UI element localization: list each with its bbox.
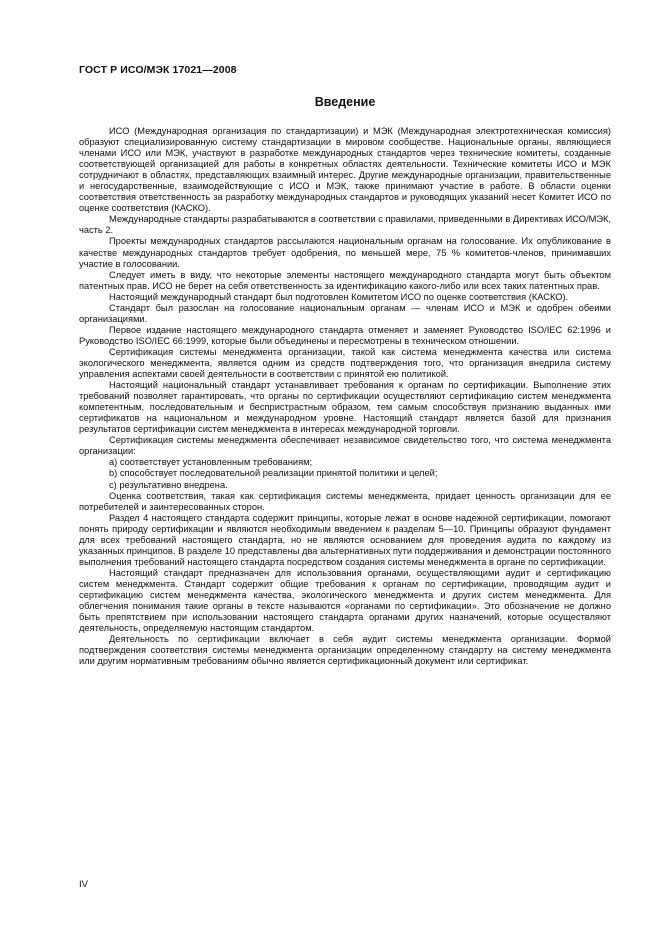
list-item: c) результативно внедрена. [109,479,228,490]
paragraph: Деятельность по сертификации включает в себя аудит системы менеджмента организации. Формой подтверждения соответствия системы менеджмента организации определенному стандарту на систему менеджмента или другим нормативным требованиям обычно является сертификационный документ или сертификат. [79,634,611,667]
paragraph: Стандарт был разослан на голосование национальным органам — членам ИСО и МЭК и одобрен обеими организациями. [79,302,611,324]
paragraph: Раздел 4 настоящего стандарта содержит принципы, которые лежат в основе надежной сертификации, помогают понять природу сертификации и являются необходимым введением к разделам 5—10. Принципы образуют фундамент для всех требований настоящего стандарта, но не являются основанием для проведения аудита по каждому из указанных принципов. В разделе 10 представлены два альтернативных пути поддерживания и демонстрации постоянного выполнения требований настоящего стандарта посредством создания системы менеджмента в органе по сертификации. [79,512,611,567]
paragraph: Первое издание настоящего международного стандарта отменяет и заменяет Руководство ISO/IEC 62:1996 и Руководство ISO/IEC 66:1999, которые были объединены и пересмотрены в техническом отношении. [79,324,611,346]
paragraph: Следует иметь в виду, что некоторые элементы настоящего международного стандарта могут быть объектом патентных прав. ИСО не берет на себя ответственность за идентификацию какого-либо или всех таких патентных прав. [79,269,611,291]
paragraph: Настоящий национальный стандарт устанавливает требования к органам по сертификации. Выполнение этих требований позволяет гарантировать, что органы по сертификации осуществляют сертификацию систем менеджмента компетентным, последовательным и беспристрастным образом, тем самым способствуя признанию выданных ими сертификатов на национальном и международном уровне. Настоящий стандарт является базой для признания результатов сертификации систем менеджмента в интересах международной торговли. [79,380,611,435]
page-number: IV [79,879,88,890]
paragraph: Настоящий международный стандарт был подготовлен Комитетом ИСО по оценке соответствия (КАСКО). [109,291,569,302]
paragraph: Настоящий стандарт предназначен для использования органами, осуществляющими аудит и сертификацию систем менеджмента. Стандарт содержит общие требования к органам по сертификации, проводящим аудит и сертификацию систем менеджмента качества, экологического менеджмента и других систем менеджмента. Для облегчения понимания такие органы в тексте называются «органами по сертификации». Это обозначение не должно быть препятствием при использовании настоящего стандарта органами других назначений, которые осуществляют деятельность, определяемую настоящим стандартом. [79,567,611,634]
document-body [79,126,611,667]
section-title: Введение [314,95,376,109]
paragraph: Оценка соответствия, такая как сертификация системы менеджмента, придает ценность организации для ее потребителей и заинтересованных сторон. [79,490,611,512]
paragraph: Сертификация системы менеджмента организации, такой как система менеджмента качества или система экологического менеджмента, является одним из средств подтверждения того, что организация внедрила систему управления аспектами своей деятельности в соответствии с принятой ею политикой. [79,346,611,380]
paragraph: Международные стандарты разрабатываются в соответствии с правилами, приведенными в Директивах ИСО/МЭК, часть 2. [79,214,611,236]
document-header: ГОСТ Р ИСО/МЭК 17021—2008 [79,64,237,76]
paragraph: ИСО (Международная организация по стандартизации) и МЭК (Международная электротехническая комиссия) образуют специализированную систему стандартизации в мировом сообществе. Национальные органы, являющиеся членами ИСО или МЭК, участвуют в разработке международных стандартов через технические комитеты, созданные соответствующей организацией для работы в конкретных областях деятельности. Технические комитеты ИСО и МЭК сотрудничают в областях, представляющих взаимный интерес. Другие международные организации, правительственные и негосударственные, взаимодействующие с ИСО и МЭК, также принимают участие в работе. В области оценки соответствия ответственность за разработку международных стандартов и руководящих указаний несет Комитет ИСО по оценке соответствия (КАСКО). [79,126,611,214]
paragraph: Проекты международных стандартов рассылаются национальным органам на голосование. Их опубликование в качестве международных стандартов требует одобрения, по меньшей мере, 75 % комитетов-членов, принимавших участие в голосовании. [79,236,611,269]
list-item: a) соответствует установленным требованиям; [109,457,313,468]
paragraph: Сертификация системы менеджмента обеспечивает независимое свидетельство того, что система менеджмента организации: [79,435,611,457]
list-item: b) способствует последовательной реализации принятой политики и целей; [109,468,438,479]
